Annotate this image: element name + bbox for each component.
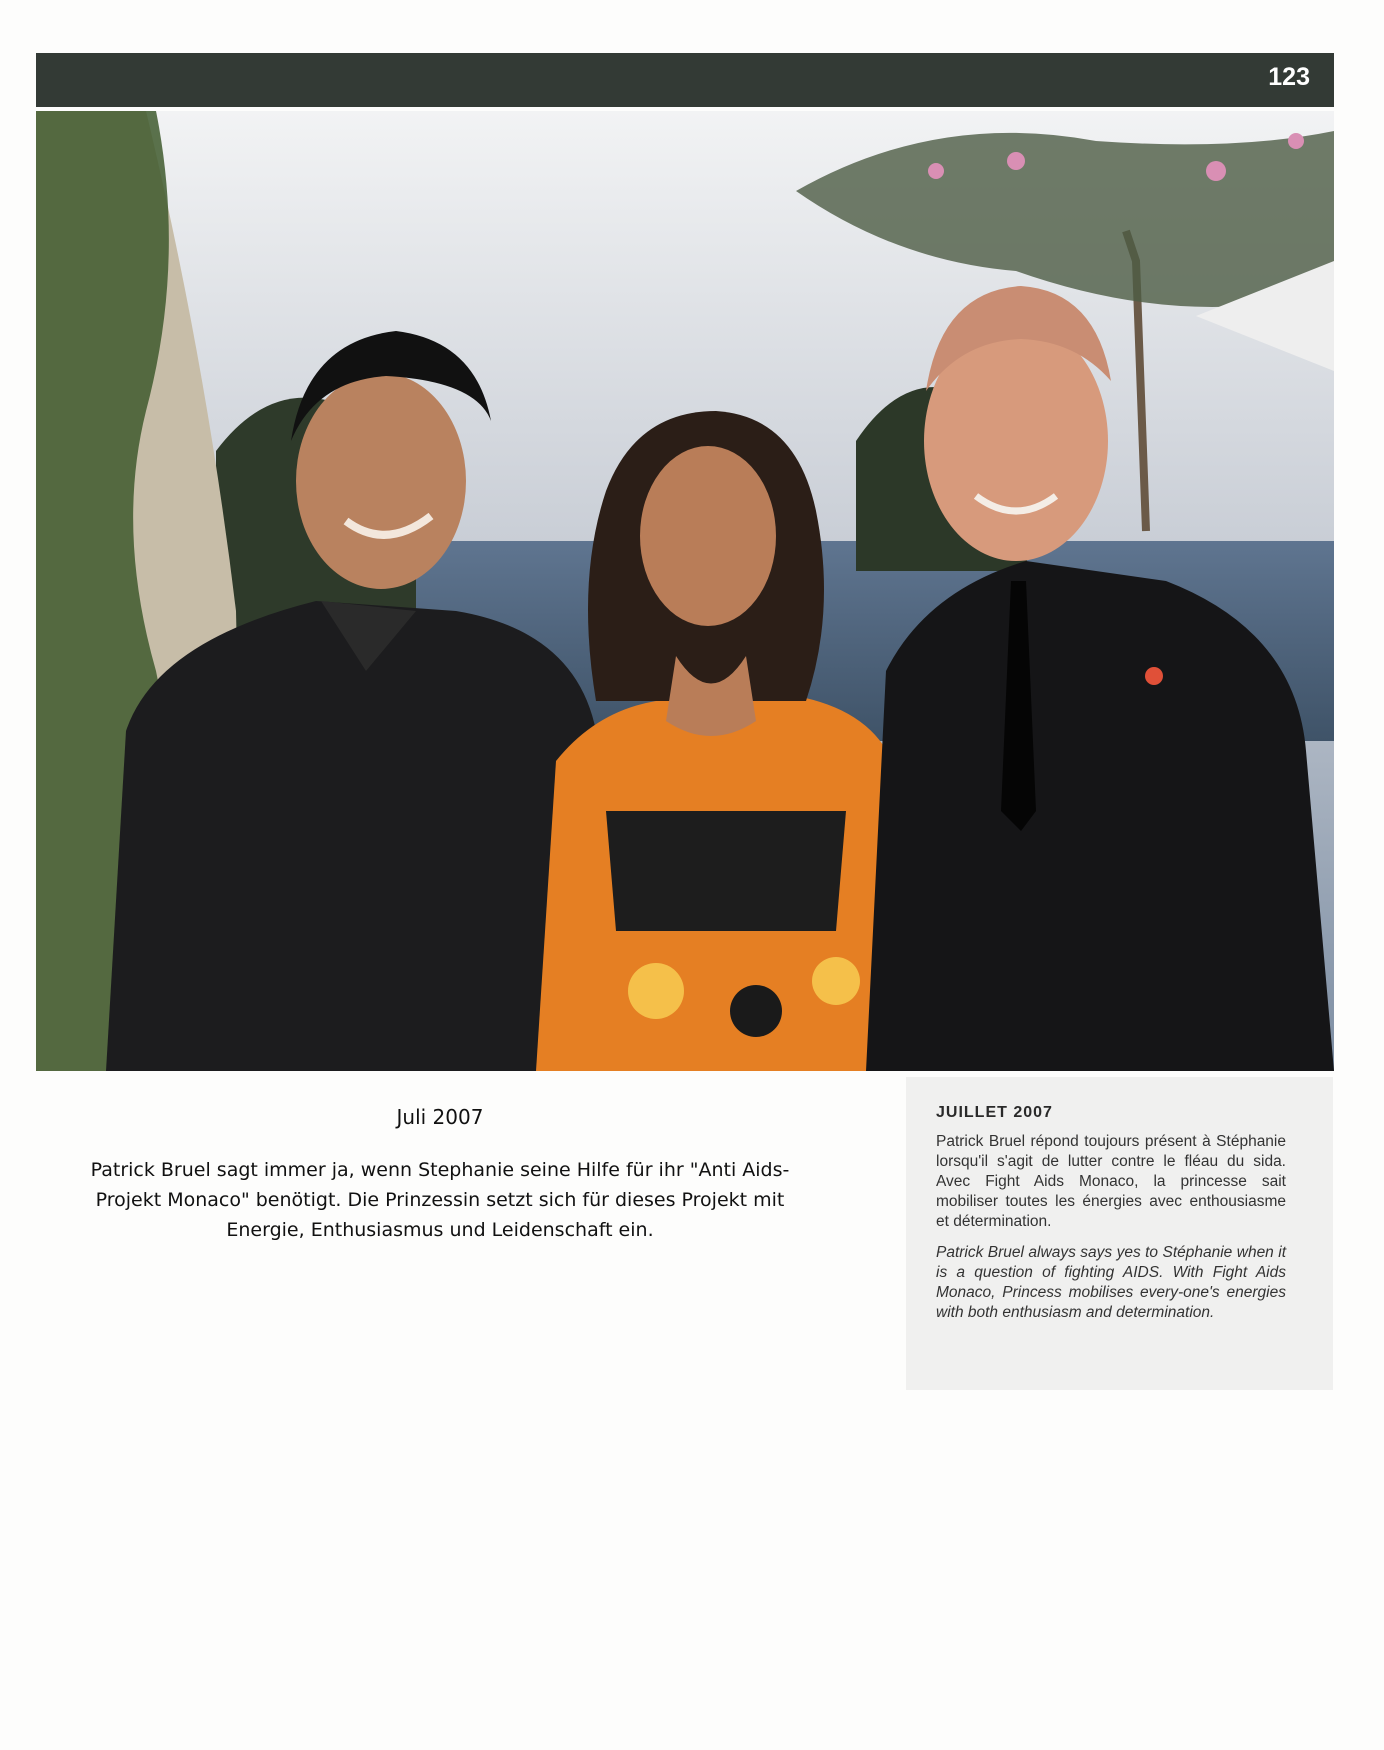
french-caption: Patrick Bruel répond toujours présent à Stéphanie lorsqu'il s'agit de lutter contre le fléau du sida. Avec Fight Aids Monaco, la princesse sait mobiliser toutes les énergies avec enthousiasme et détermination. xyxy=(936,1133,1286,1230)
page-header-bar xyxy=(36,53,1334,107)
flower xyxy=(1206,161,1226,181)
german-caption xyxy=(70,1105,810,1245)
caption-side-panel xyxy=(906,1077,1333,1390)
caption-text: Patrick Bruel sagt immer ja, wenn Stephanie seine Hilfe für ihr "Anti Aids-Projekt Monaco" benötigt. Die Prinzessin setzt sich für dieses Projekt mit Energie, Enthusiasmus und Leidenschaft ein. xyxy=(90,1159,790,1241)
english-caption: Patrick Bruel always says yes to Stéphanie when it is a question of fighting AIDS. With Fight Aids Monaco, Princess mobilises every-one's energies with both enthusiasm and determination. xyxy=(936,1244,1286,1321)
photo-illustration xyxy=(36,111,1334,1071)
group-photo xyxy=(36,111,1334,1071)
flower xyxy=(1007,152,1025,170)
flower xyxy=(1288,133,1304,149)
flower xyxy=(928,163,944,179)
caption-date: Juli 2007 xyxy=(396,1105,484,1129)
page-number: 123 xyxy=(1268,63,1310,91)
side-panel-heading: JUILLET 2007 xyxy=(936,1104,1053,1121)
